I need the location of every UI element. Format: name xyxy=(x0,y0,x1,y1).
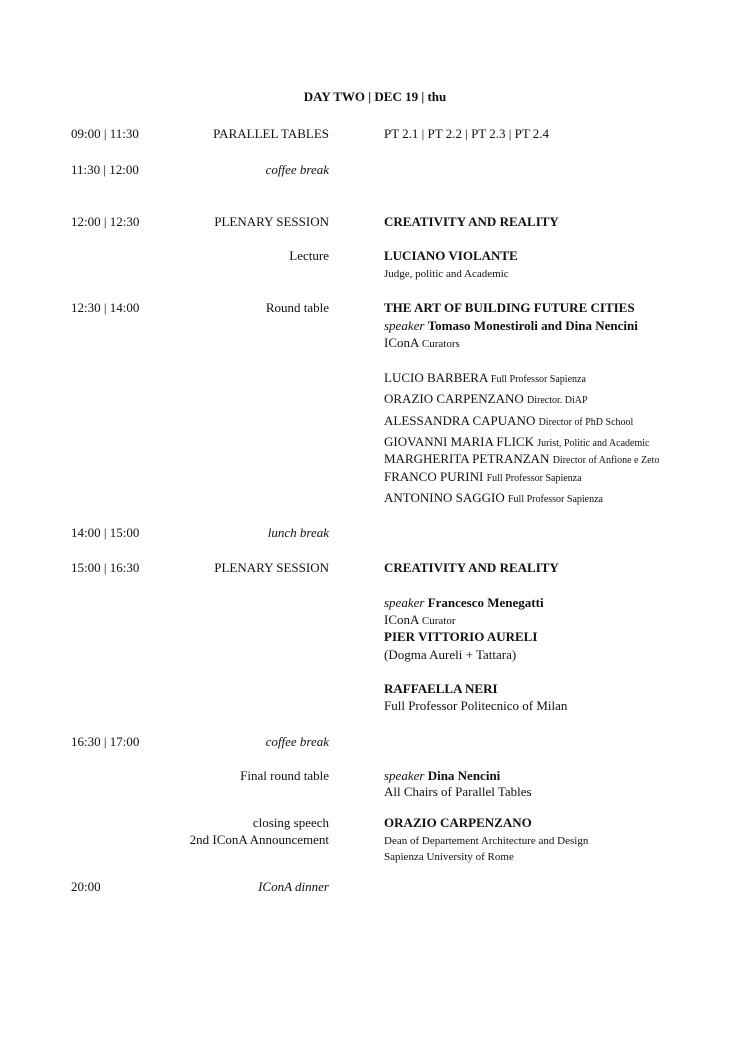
speaker-name: LUCIANO VIOLANTE xyxy=(384,248,518,263)
panelist xyxy=(384,490,603,508)
speaker-prefix: speaker xyxy=(384,768,425,783)
page-title: DAY TWO | DEC 19 | thu xyxy=(303,89,447,104)
session-label: closing speech xyxy=(252,815,329,830)
panelist-name: ORAZIO CARPENZANO xyxy=(384,391,524,406)
panelist-role: Full Professor Sapienza xyxy=(507,494,603,505)
time-slot: 12:30 | 14:00 xyxy=(71,300,140,315)
panelist-name: GIOVANNI MARIA FLICK xyxy=(384,434,534,449)
time-slot: 20:00 xyxy=(71,879,101,894)
panelist xyxy=(384,370,586,388)
panelist-name: LUCIO BARBERA xyxy=(384,370,488,385)
break-label: coffee break xyxy=(265,162,329,177)
panelist xyxy=(384,469,582,487)
panelist-name: FRANCO PURINI xyxy=(384,469,484,484)
speaker-role: Dean of Departement Architecture and Design xyxy=(384,835,589,847)
curator-line xyxy=(384,612,456,629)
speaker-names: Francesco Menegatti xyxy=(427,595,544,610)
guest-role: Full Professor Politecnico of Milan xyxy=(384,698,568,713)
session-title: THE ART OF BUILDING FUTURE CITIES xyxy=(384,300,635,315)
panelist-role: Full Professor Sapienza xyxy=(490,374,586,385)
session-label: PARALLEL TABLES xyxy=(213,126,329,141)
curators-role: Curators xyxy=(421,338,460,350)
session-label: Round table xyxy=(265,300,329,315)
panelist xyxy=(384,434,649,452)
session-title: CREATIVITY AND REALITY xyxy=(384,560,559,575)
panelist xyxy=(384,451,659,469)
panelist-role: Director. DiAP xyxy=(527,395,588,406)
guest-role: (Dogma Aureli + Tattara) xyxy=(384,647,517,662)
speaker-names: Dina Nencini xyxy=(427,768,501,783)
speaker-line xyxy=(384,318,638,334)
curators-org: IConA xyxy=(384,335,419,350)
break-label: coffee break xyxy=(265,734,329,749)
speaker-role: Sapienza University of Rome xyxy=(384,851,514,863)
guest-name: RAFFAELLA NERI xyxy=(384,681,498,696)
curator-org: IConA xyxy=(384,612,419,627)
panelist-role: Jurist, Politic and Academic xyxy=(537,438,650,449)
speaker-names: Tomaso Monestiroli and Dina Nencini xyxy=(427,318,638,333)
speaker-prefix: speaker xyxy=(384,318,425,333)
speaker-prefix: speaker xyxy=(384,595,425,610)
break-label: lunch break xyxy=(267,525,329,540)
panelist-name: MARGHERITA PETRANZAN xyxy=(384,451,550,466)
time-slot: 12:00 | 12:30 xyxy=(71,214,140,229)
panelist-role: Director of PhD School xyxy=(538,417,634,428)
session-title: CREATIVITY AND REALITY xyxy=(384,214,559,229)
session-label: PLENARY SESSION xyxy=(214,214,329,229)
time-slot: 11:30 | 12:00 xyxy=(71,162,139,177)
speaker-name: ORAZIO CARPENZANO xyxy=(384,815,532,830)
session-label: 2nd IConA Announcement xyxy=(189,832,329,847)
panelist-name: ANTONINO SAGGIO xyxy=(384,490,505,505)
time-slot: 09:00 | 11:30 xyxy=(71,126,139,141)
panelist-name: ALESSANDRA CAPUANO xyxy=(384,413,536,428)
guest-name: PIER VITTORIO AURELI xyxy=(384,629,538,644)
panelist-role: Full Professor Sapienza xyxy=(486,473,582,484)
panelist-role: Director of Anfione e Zeto xyxy=(552,455,660,466)
session-note: All Chairs of Parallel Tables xyxy=(384,784,532,799)
session-label: Lecture xyxy=(289,248,329,263)
panelist xyxy=(384,413,633,431)
session-detail: PT 2.1 | PT 2.2 | PT 2.3 | PT 2.4 xyxy=(384,126,550,141)
speaker-role: Judge, politic and Academic xyxy=(384,268,509,280)
time-slot: 16:30 | 17:00 xyxy=(71,734,140,749)
time-slot: 14:00 | 15:00 xyxy=(71,525,140,540)
dinner-label: IConA dinner xyxy=(258,879,329,894)
panelist xyxy=(384,391,588,409)
session-label: Final round table xyxy=(240,768,329,783)
speaker-line xyxy=(384,768,500,784)
time-slot: 15:00 | 16:30 xyxy=(71,560,140,575)
curator-role: Curator xyxy=(421,615,456,627)
curators-line xyxy=(384,335,460,352)
session-label: PLENARY SESSION xyxy=(214,560,329,575)
speaker-line xyxy=(384,595,544,611)
